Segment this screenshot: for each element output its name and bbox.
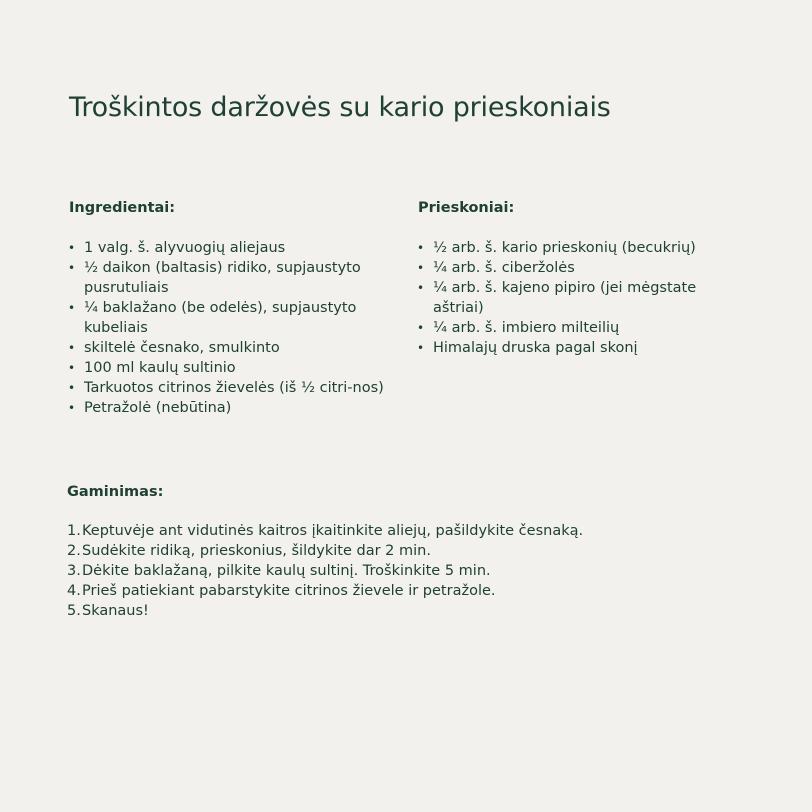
step-text: Keptuvėje ant vidutinės kaitros įkaitinkite aliejų, pašildykite česnaką.	[82, 523, 584, 539]
step-number: 3.	[67, 563, 81, 579]
step-text: Prieš patiekiant pabarstykite citrinos žievele ir petražole.	[82, 583, 496, 599]
method-step	[67, 601, 747, 621]
method-heading: Gaminimas:	[67, 484, 164, 500]
ingredient-item: • ¼ baklažano (be odelės), supjaustyto kubeliais	[69, 298, 389, 338]
spice-item: • ¼ arb. š. imbiero milteilių	[418, 318, 738, 338]
ingredient-item: • Tarkuotos citrinos žievelės (iš ½ citri-nos)	[69, 378, 389, 398]
ingredient-item: • 1 valg. š. alyvuogių aliejaus	[69, 238, 389, 258]
ingredient-item: • 100 ml kaulų sultinio	[69, 358, 389, 378]
method-step	[67, 581, 747, 601]
step-number: 1.	[67, 523, 81, 539]
ingredient-item: • Petražolė (nebūtina)	[69, 398, 389, 418]
ingredients-list	[69, 238, 389, 418]
method-step	[67, 561, 747, 581]
page-title: Troškintos daržovės su kario prieskoniais	[69, 92, 611, 123]
spice-item: • ½ arb. š. kario prieskonių (becukrių)	[418, 238, 738, 258]
step-number: 2.	[67, 543, 81, 559]
step-number: 5.	[67, 603, 81, 619]
spices-heading: Prieskoniai:	[418, 200, 515, 216]
step-text: Sudėkite ridiką, prieskonius, šildykite dar 2 min.	[82, 543, 431, 559]
method-step	[67, 541, 747, 561]
spices-section	[418, 200, 738, 358]
spices-list	[418, 238, 738, 358]
ingredient-item: • skiltelė česnako, smulkinto	[69, 338, 389, 358]
spice-item: • ¼ arb. š. ciberžolės	[418, 258, 738, 278]
step-text: Dėkite baklažaną, pilkite kaulų sultinį. Troškinkite 5 min.	[82, 563, 491, 579]
ingredients-heading: Ingredientai:	[69, 200, 176, 216]
spice-item: • Himalajų druska pagal skonį	[418, 338, 738, 358]
method-section	[67, 484, 747, 621]
step-number: 4.	[67, 583, 81, 599]
method-step	[67, 521, 747, 541]
method-steps	[67, 521, 747, 621]
step-text: Skanaus!	[82, 603, 149, 619]
ingredient-item: • ½ daikon (baltasis) ridiko, supjaustyto pusrutuliais	[69, 258, 389, 298]
ingredients-section	[69, 200, 389, 418]
spice-item: • ¼ arb. š. kajeno pipiro (jei mėgstate aštriai)	[418, 278, 738, 318]
